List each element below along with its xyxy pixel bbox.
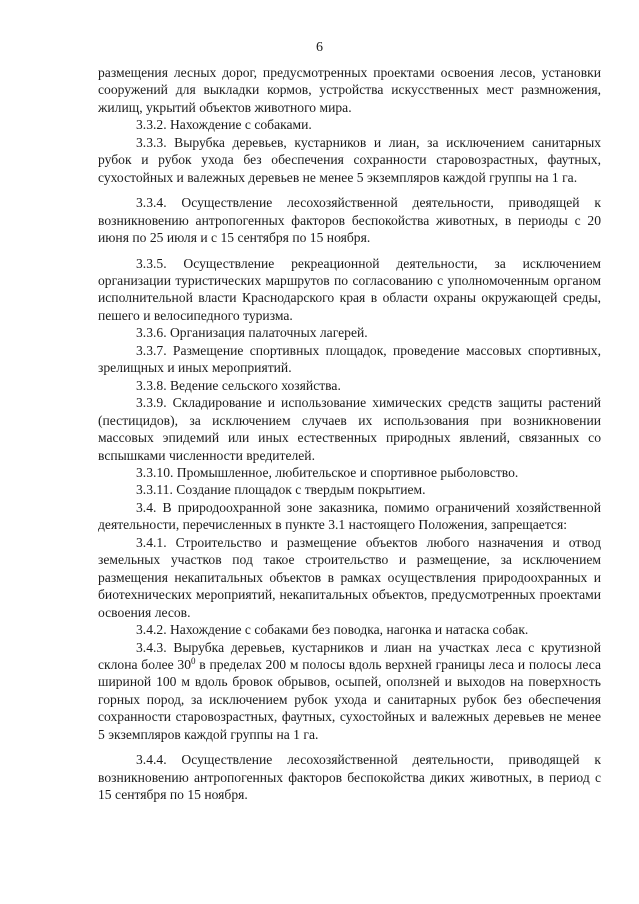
- paragraph-3-3-3: 3.3.3. Вырубка деревьев, кустарников и лиан, за исключением санитарных рубок и рубок ухода без обеспечения сохранности старовозрастных, фаутных, сухостойных и валежных деревьев не менее 5 экземпляров каждой группы на 1 га.: [98, 134, 601, 185]
- paragraph-3-3-4: 3.3.4. Осуществление лесохозяйственной деятельности, приводящей к возникновению антропогенных факторов беспокойства животных, в периоды с 20 июня по 25 июля и с 15 сентября по 15 ноября.: [98, 195, 601, 246]
- paragraph-3-3-5: 3.3.5. Осуществление рекреационной деятельности, за исключением организации туристических маршрутов по согласованию с уполномоченным органом исполнительной власти Краснодарского края в области охраны окружающей среды, пешего и велосипедного туризма.: [98, 255, 601, 323]
- paragraph-3-4: 3.4. В природоохранной зоне заказника, помимо ограничений хозяйственной деятельности, перечисленных в пункте 3.1 настоящего Положения, запрещается:: [98, 499, 601, 533]
- paragraph-3-4-3: [98, 639, 601, 744]
- paragraph-3-3-9: 3.3.9. Складирование и использование химических средств защиты растений (пестицидов), за исключением случаев их использования при возникновении массовых эпидемий или иных естественных природных явлений, связанных со вспышками численности вредителей.: [98, 395, 601, 463]
- paragraph-3-3-10: 3.3.10. Промышленное, любительское и спортивное рыболовство.: [136, 464, 519, 480]
- paragraph-3-4-3-text-after: в пределах 200 м полосы вдоль верхней границы леса и полосы леса шириной 100 м вдоль бровок обрывов, осыпей, оползней и выходов на поверхность горных пород, за исключением рубок ухода и санитарных рубок без обеспечения сохранности старовозрастных, фаутных, сухостойных и валежных деревьев не менее 5 экземпляров каждой группы на 1 га.: [98, 656, 601, 742]
- paragraph-3-3-2: 3.3.2. Нахождение с собаками.: [136, 117, 312, 133]
- paragraph-3-4-2: 3.4.2. Нахождение с собаками без поводка, нагонка и натаска собак.: [136, 622, 529, 638]
- paragraph-3-3-11: 3.3.11. Создание площадок с твердым покрытием.: [136, 482, 426, 498]
- paragraph-3-3-8: 3.3.8. Ведение сельского хозяйства.: [136, 377, 341, 393]
- paragraph-3-4-3-text-before: 3.4.3. Вырубка деревьев, кустарников и лиан на участках леса с крутизной склона более 30: [98, 639, 601, 672]
- degree-superscript: 0: [191, 655, 196, 666]
- paragraph-3-4-4: 3.4.4. Осуществление лесохозяйственной деятельности, приводящей к возникновению антропогенных факторов беспокойства диких животных, в период с 15 сентября по 15 ноября.: [98, 752, 601, 803]
- paragraph-3-3-6: 3.3.6. Организация палаточных лагерей.: [136, 325, 368, 341]
- document-body: [98, 64, 601, 804]
- paragraph-3-3-7: 3.3.7. Размещение спортивных площадок, проведение массовых спортивных, зрелищных и иных мероприятий.: [98, 342, 601, 376]
- paragraph-3-4-1: 3.4.1. Строительство и размещение объектов любого назначения и отвод земельных участков под такое строительство и размещение, за исключением размещения некапитальных объектов в рамках осуществления природоохранных и биотехнических мероприятий, некапитальных объектов, предусмотренных проектами освоения лесов.: [98, 534, 601, 620]
- page-number: 6: [316, 40, 323, 55]
- paragraph-continuation: размещения лесных дорог, предусмотренных проектами освоения лесов, установки сооружений для выкладки кормов, устройства искусственных мест размножения, жилищ, укрытий объектов животного мира.: [98, 65, 601, 115]
